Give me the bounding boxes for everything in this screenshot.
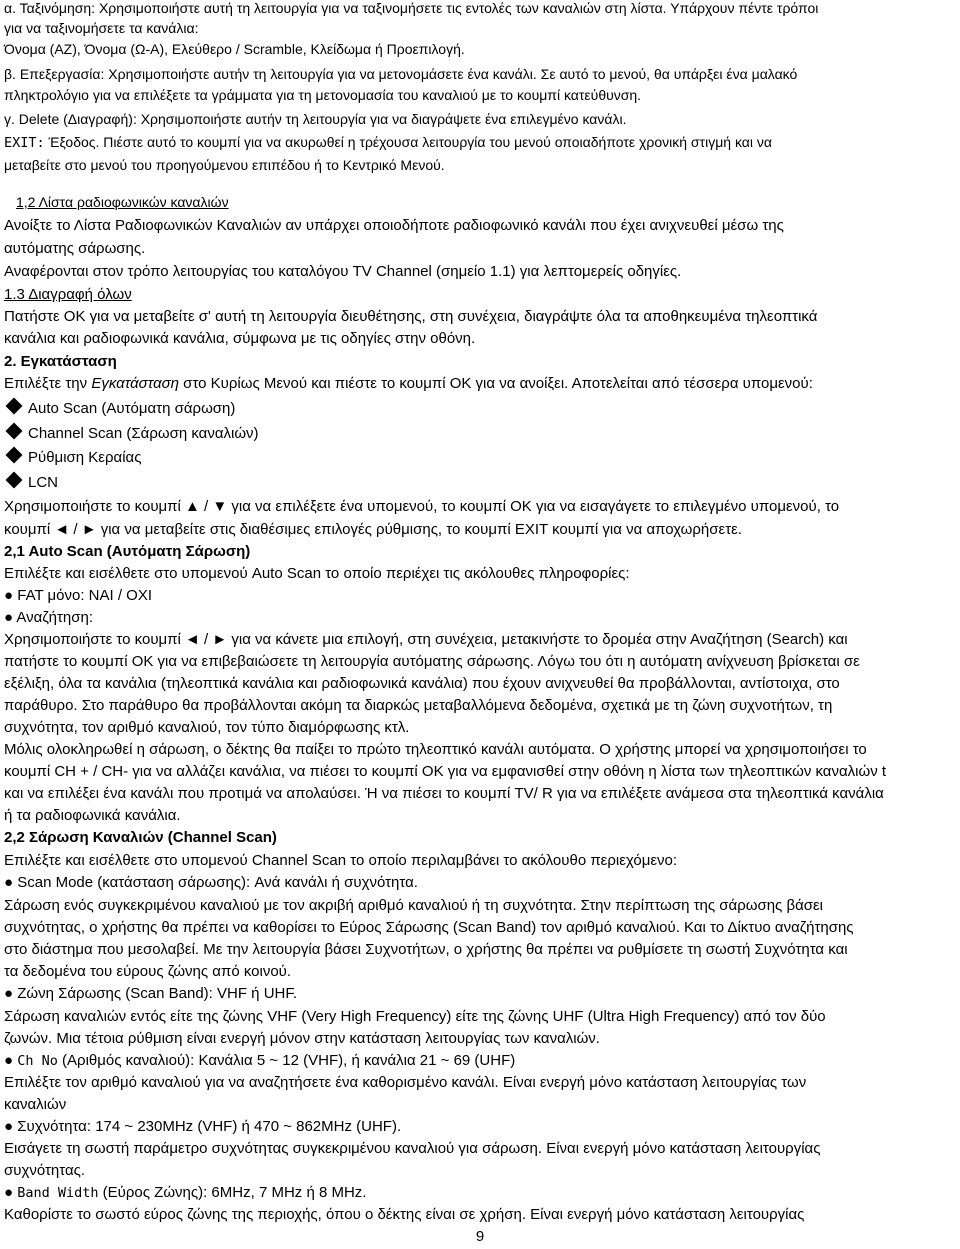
- text-line: για να ταξινομήσετε τα κανάλια:: [4, 20, 199, 36]
- text-line: ● Ζώνη Σάρωσης (Scan Band): VHF ή UHF.: [4, 985, 298, 1002]
- text-line: α. Ταξινόμηση: Χρησιμοποιήστε αυτή τη λειτουργία για να ταξινομήσετε τις εντολές των καναλιών στη λίστα. Υπάρχουν πέντε τρόποι: [4, 0, 819, 16]
- text-line: Ανοίξτε το Λίστα Ραδιοφωνικών Καναλιών αν υπάρχει οποιοδήποτε ραδιοφωνικό κανάλι που έχει ανιχνευθεί μέσω της: [4, 217, 784, 234]
- exit-label: EXIT:: [4, 135, 45, 151]
- text-line: συχνότητας, ο χρήστης θα πρέπει να καθορίσει το Εύρος Σάρωσης (Scan Band) τον αριθμό καναλιού. Και το Δίκτυο αναζήτησης: [4, 919, 854, 936]
- text-line: β. Επεξεργασία: Χρησιμοποιήστε αυτήν τη λειτουργία για να μετονομάσετε ένα κανάλι. Σε αυτό το μενού, θα υπάρξει ένα μαλακό: [4, 66, 798, 82]
- text-line: πατήστε το κουμπί OK για να επιβεβαιώσετε τη λειτουργία αυτόματης σάρωσης. Λόγω του ότι η αυτόματη ανίχνευση βρίσκεται σε: [4, 653, 860, 670]
- text-line: συχνότητας.: [4, 1162, 86, 1179]
- text-line: Επιλέξτε και εισέλθετε στο υπομενού Channel Scan το οποίο περιλαμβάνει το ακόλουθο περιεχόμενο:: [4, 852, 678, 869]
- section-heading-radio-list: 1,2 Λίστα ραδιοφωνικών καναλιών: [16, 194, 229, 210]
- diamond-bullet-icon: [6, 472, 23, 489]
- diamond-bullet-icon: [6, 447, 23, 464]
- text-line: κουμπί CH + / CH- για να αλλάζει κανάλια, να πιέσει το κουμπί OK για να εμφανισθεί στην οθόνη η λίστα των τηλεοπτικών καναλιών t: [4, 763, 887, 780]
- text-line: Επιλέξτε τον αριθμό καναλιού για να αναζητήσετε ένα καθορισμένο κανάλι. Είναι ενεργή μόνο κατάσταση λειτουργίας των: [4, 1074, 807, 1091]
- text-line: ● Ch No (Αριθμός καναλιού): Κανάλια 5 ~ 12 (VHF), ή κανάλια 21 ~ 69 (UHF): [4, 1052, 516, 1069]
- text-line: Επιλέξτε την Εγκατάσταση στο Κυρίως Μενού και πιέστε το κουμπί OK για να ανοίξει. Αποτελείται από τέσσερα υπομενού:: [4, 375, 813, 392]
- text-line: Όνομα (ΑΖ), Όνομα (Ω-Α), Ελεύθερο / Scramble, Κλείδωμα ή Προεπιλογή.: [4, 41, 465, 57]
- ch-no-label: Ch No: [17, 1053, 58, 1069]
- list-item: Ρύθμιση Κεραίας: [4, 449, 141, 466]
- text-line: Σάρωση ενός συγκεκριμένου καναλιού με τον ακριβή αριθμό καναλιού ή τη συχνότητα. Στην περίπτωση της σάρωσης βάσει: [4, 897, 824, 914]
- text-line: ή τα ραδιοφωνικά κανάλια.: [4, 807, 181, 824]
- text-line: ● Συχνότητα: 174 ~ 230MHz (VHF) ή 470 ~ 862MHz (UHF).: [4, 1118, 402, 1135]
- text-line: πληκτρολόγιο για να επιλέξετε τα γράμματα για τη μετονομασία του καναλιού με το κουμπί κατεύθυνση.: [4, 87, 642, 103]
- page-number: 9: [475, 1228, 485, 1245]
- section-heading-auto-scan: 2,1 Auto Scan (Αυτόματη Σάρωση): [4, 543, 251, 560]
- text-line: Χρησιμοποιήστε το κουμπί ▲ / ▼ για να επιλέξετε ένα υπομενού, το κουμπί OK για να εισαγάγετε το επιλεγμένο υπομενού, το: [4, 498, 840, 515]
- exit-text: Έξοδος. Πιέστε αυτό το κουμπί για να ακυρωθεί η τρέχουσα λειτουργία του μενού οποιαδήποτε χρονική στιγμή και να: [44, 134, 772, 150]
- text-line: ● Scan Mode (κατάσταση σάρωσης): Ανά κανάλι ή συχνότητα.: [4, 874, 418, 891]
- diamond-bullet-icon: [6, 423, 23, 440]
- text-line: ζωνών. Μια τέτοια ρύθμιση είναι ενεργή μόνον στην κατάσταση λειτουργίας των καναλιών.: [4, 1030, 600, 1047]
- text-line: ● FAT μόνο: ΝΑΙ / ΟΧΙ: [4, 587, 153, 604]
- section-heading-channel-scan: 2,2 Σάρωση Καναλιών (Channel Scan): [4, 829, 277, 846]
- text-line: Καθορίστε το σωστό εύρος ζώνης της περιοχής, όπου ο δέκτης είναι σε χρήση. Είναι ενεργή μόνο κατάσταση λειτουργίας: [4, 1206, 805, 1223]
- text-line: ● Αναζήτηση:: [4, 609, 94, 626]
- text-line: συχνότητα, τον αριθμό καναλιού, τον τύπο διαμόρφωσης κτλ.: [4, 719, 410, 736]
- text-line: στο διάστημα που μεσολαβεί. Με την λειτουργία βάσει Συχνοτήτων, ο χρήστης θα πρέπει να ρυθμίσετε τη σωστή Συχνότητα και: [4, 941, 848, 958]
- text-line: τα δεδομένα του εύρους ζώνης από κοινού.: [4, 963, 292, 980]
- diamond-bullet-icon: [6, 398, 23, 415]
- band-width-label: Band Width: [17, 1185, 99, 1201]
- text-line: και να επιλέξει ένα κανάλι που προτιμά να απολαύσει. Ή να πιέσει το κουμπί TV/ R για να επιλέξετε ανάμεσα στα τηλεοπτικά κανάλια: [4, 785, 884, 802]
- text-line: [4, 134, 772, 152]
- text-line: μεταβείτε στο μενού του προηγούμενου επιπέδου ή το Κεντρικό Μενού.: [4, 157, 445, 173]
- text-line: Επιλέξτε και εισέλθετε στο υπομενού Auto Scan το οποίο περιέχει τις ακόλουθες πληροφορίες:: [4, 565, 630, 582]
- text-line: Εισάγετε τη σωστή παράμετρο συχνότητας συγκεκριμένου καναλιού για σάρωση. Είναι ενεργή μόνο κατάσταση λειτουργίας: [4, 1140, 821, 1157]
- list-item: Channel Scan (Σάρωση καναλιών): [4, 425, 259, 442]
- text-line: Χρησιμοποιήστε το κουμπί ◄ / ► για να κάνετε μια επιλογή, στη συνέχεια, μετακινήστε το δρομέα στην Αναζήτηση (Search) και: [4, 631, 848, 648]
- text-line: γ. Delete (Διαγραφή): Χρησιμοποιήστε αυτήν τη λειτουργία για να διαγράψετε ένα επιλεγμένο κανάλι.: [4, 111, 627, 127]
- text-line: καναλιών: [4, 1096, 67, 1113]
- text-line: παράθυρο. Στο παράθυρο θα προβάλλονται ακόμη τα διαρκώς μεταβαλλόμενα δεδομένα, σχετικά με τη ζώνη συχνοτήτων, τη: [4, 697, 833, 714]
- text-line: ● Band Width (Εύρος Ζώνης): 6MHz, 7 MHz ή 8 MHz.: [4, 1184, 367, 1201]
- text-line: αυτόματης σάρωσης.: [4, 240, 146, 257]
- text-line: Πατήστε OK για να μεταβείτε σ' αυτή τη λειτουργία διευθέτησης, στη συνέχεια, διαγράψτε όλα τα αποθηκευμένα τηλεοπτικά: [4, 308, 818, 325]
- text-line: Αναφέρονται στον τρόπο λειτουργίας του καταλόγου TV Channel (σημείο 1.1) για λεπτομερείς οδηγίες.: [4, 263, 682, 280]
- text-line: κουμπί ◄ / ► για να μεταβείτε στις διαθέσιμες επιλογές ρύθμισης, το κουμπί EXIT κουμπί για να αποχωρήσετε.: [4, 521, 742, 538]
- list-item: Auto Scan (Αυτόματη σάρωση): [4, 400, 235, 417]
- text-line: κανάλια και ραδιοφωνικά κανάλια, σύμφωνα με τις οδηγίες στην οθόνη.: [4, 330, 476, 347]
- text-line: εξέλιξη, όλα τα κανάλια (τηλεοπτικά κανάλια και ραδιοφωνικά κανάλια) που έχουν ανιχνευθεί θα προβάλλονται, αντίστοιχα, στο: [4, 675, 840, 692]
- text-line: Σάρωση καναλιών εντός είτε της ζώνης VHF (Very High Frequency) είτε της ζώνης UHF (Ultra High Frequency) από τον δύο: [4, 1008, 826, 1025]
- section-heading-delete-all: 1.3 Διαγραφή όλων: [4, 286, 132, 303]
- section-heading-installation: 2. Εγκατάσταση: [4, 353, 117, 370]
- text-line: Μόλις ολοκληρωθεί η σάρωση, ο δέκτης θα παίξει το πρώτο τηλεοπτικό κανάλι αυτόματα. Ο χρήστης μπορεί να χρησιμοποιήσει το: [4, 741, 867, 758]
- emphasis-installation: Εγκατάσταση: [91, 375, 180, 392]
- list-item: LCN: [4, 474, 58, 491]
